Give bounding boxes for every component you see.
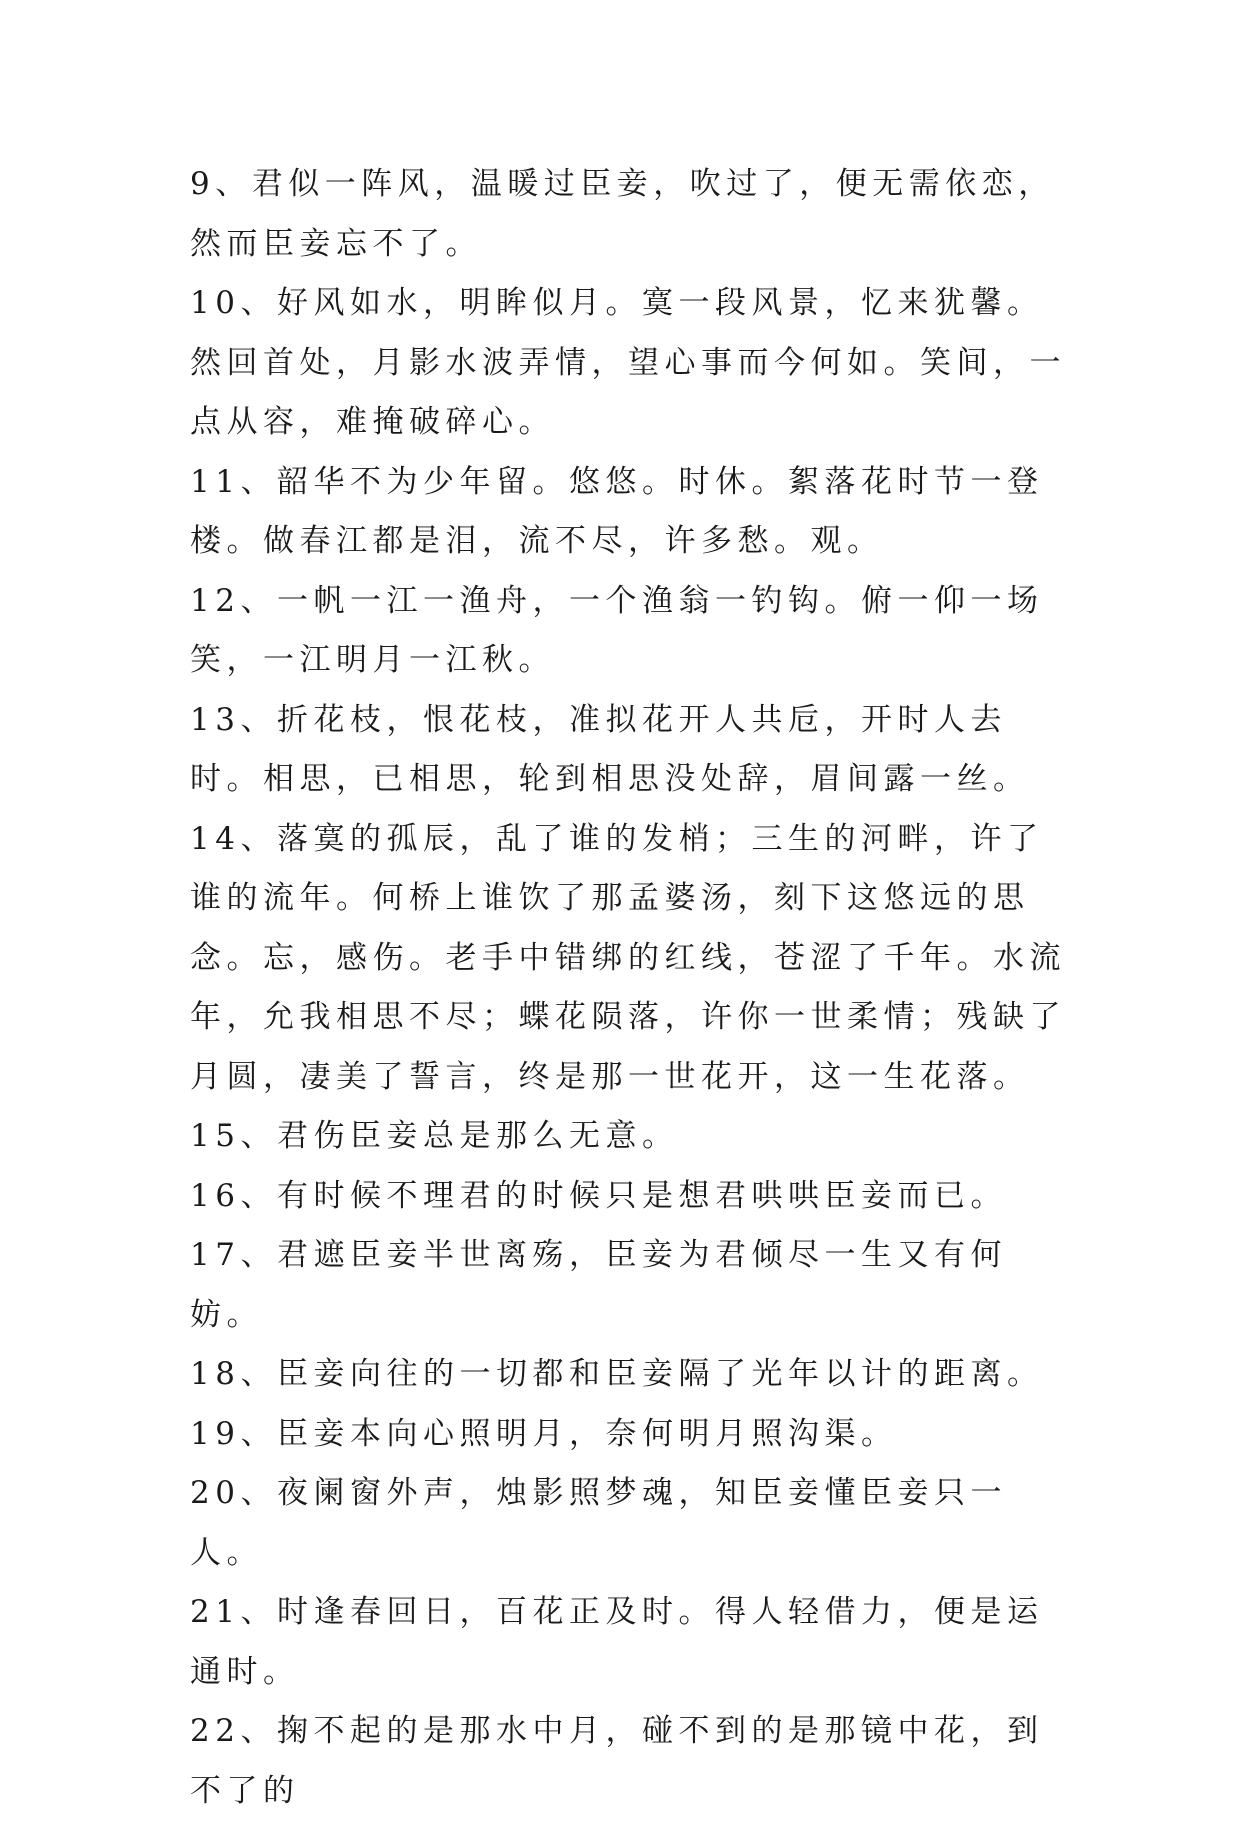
document-body [190,155,1075,1821]
paragraph-12: 12、一帆一江一渔舟，一个渔翁一钓钩。俯一仰一场笑，一江明月一江秋。 [190,582,1044,678]
paragraph-21: 21、时逢春回日，百花正及时。得人轻借力，便是运通时。 [190,1594,1044,1690]
paragraph-18: 18、臣妾向往的一切都和臣妾隔了光年以计的距离。 [190,1356,1044,1392]
paragraph-13: 13、折花枝，恨花枝，准拟花开人共卮，开时人去时。相思，已相思，轮到相思没处辞，眉间露一丝。 [190,701,1030,797]
paragraph-19: 19、臣妾本向心照明月，奈何明月照沟渠。 [190,1415,898,1452]
paragraph-15: 15、君伤臣妾总是那么无意。 [190,1118,679,1154]
paragraph-14: 14、落寞的孤辰，乱了谁的发梢；三生的河畔，许了谁的流年。何桥上谁饮了那孟婆汤，刻下这悠远的思念。忘，感伤。老手中错绑的红线，苍涩了千年。水流年，允我相思不尽；蝶花陨落，许你一世柔情；残缺了月圆，凄美了誓言，终是那一世花开，这一生花落。 [190,820,1066,1095]
paragraph-10: 10、好风如水，明眸似月。寞一段风景，忆来犹馨。然回首处，月影水波弄情，望心事而今何如。笑间，一点从容，难掩破碎心。 [190,285,1066,440]
paragraph-9: 9、君似一阵风，温暖过臣妾，吹过了，便无需依恋，然而臣妾忘不了。 [190,166,1055,262]
paragraph-22: 22、掬不起的是那水中月，碰不到的是那镜中花，到不了的 [190,1713,1044,1809]
paragraph-16: 16、有时候不理君的时候只是想君哄哄臣妾而已。 [190,1177,1007,1214]
paragraph-11: 11、韶华不为少年留。悠悠。时休。絮落花时节一登楼。做春江都是泪，流不尽，许多愁。观。 [190,463,1044,559]
paragraph-20: 20、夜阑窗外声，烛影照梦魂，知臣妾懂臣妾只一人。 [190,1475,1007,1571]
paragraph-17: 17、君遮臣妾半世离殇，臣妾为君倾尽一生又有何妨。 [190,1237,1007,1333]
